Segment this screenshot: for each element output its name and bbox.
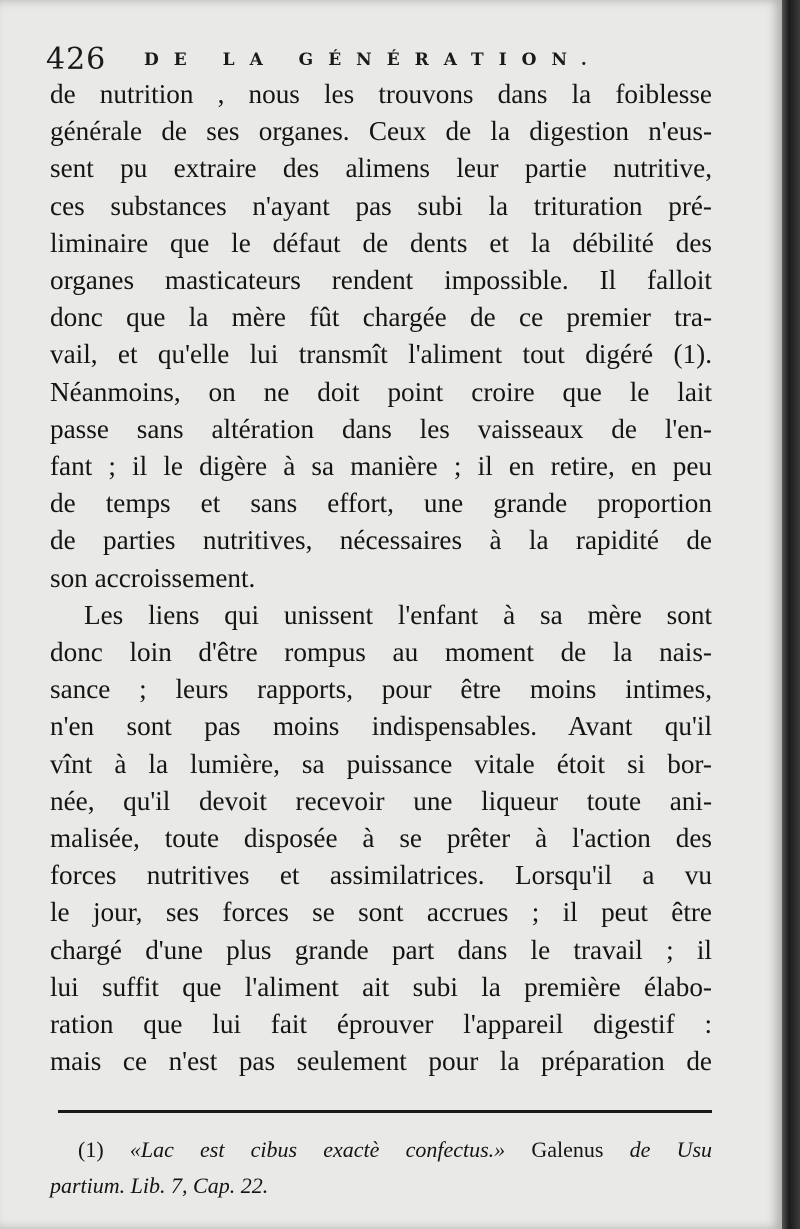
text-line: organes masticateurs rendent impossible. Il falloit [50,265,712,296]
paragraph-start-line: Les liens qui unissent l'enfant à sa mère sont [84,599,712,630]
footnote-author: Galenus [531,1137,604,1162]
text-line: chargé d'une plus grande part dans le travail ; il [50,934,712,965]
text-line: générale de ses organes. Ceux de la digestion n'eus- [50,116,712,147]
text-line: vail, et qu'elle lui transmît l'aliment tout digéré (1). [50,339,712,370]
footnote-marker: (1) [78,1137,104,1162]
text-line: forces nutritives et assimilatrices. Lorsqu'il a vu [50,860,712,891]
footnote-quote: «Lac est cibus exactè confectus.» [129,1137,506,1162]
footnote-work: de Usu [629,1137,713,1162]
page-number: 426 [46,42,107,77]
text-line: passe sans altération dans les vaisseaux de l'en- [50,413,712,444]
text-line: n'en sont pas moins indispensables. Avant qu'il [50,711,712,742]
text-line: sance ; leurs rapports, pour être moins intimes, [50,674,712,705]
text-line: le jour, ses forces se sont accrues ; il peut être [50,897,712,928]
text-line: ration que lui fait éprouver l'appareil digestif : [50,1009,712,1040]
text-line: de nutrition , nous les trouvons dans la foiblesse [50,79,712,109]
text-line: lui suffit que l'aliment ait subi la première élabo- [50,971,712,1002]
footnote-line [50,1132,712,1168]
text-line: donc que la mère fût chargée de ce premier tra- [50,302,712,333]
text-line: malisée, toute disposée à se prêter à l'action des [50,823,712,854]
text-line: vînt à la lumière, sa puissance vitale étoit si bor- [50,748,712,779]
footnote-rule [58,1110,712,1113]
text-line: ces substances n'ayant pas subi la trituration pré- [50,190,712,221]
text-line: Néanmoins, on ne doit point croire que le lait [50,376,712,407]
text-line: mais ce n'est pas seulement pour la préparation de [50,1046,712,1077]
running-title: DE LA GÉNÉRATION. [144,50,602,70]
footnote-line: partium. Lib. 7, Cap. 22. [50,1173,269,1198]
text-line: sent pu extraire des alimens leur partie nutritive, [50,153,712,184]
page-edge [782,0,800,1229]
text-line: son accroissement. [50,562,256,593]
text-line: née, qu'il devoit recevoir une liqueur toute ani- [50,785,712,816]
text-line: de parties nutritives, nécessaires à la rapidité de [50,525,712,556]
page-header [46,40,716,80]
text-line: de temps et sans effort, une grande proportion [50,488,712,519]
text-line: liminaire que le défaut de dents et la débilité des [50,227,712,258]
text-line: fant ; il le digère à sa manière ; il en retire, en peu [50,451,712,482]
body-text [50,76,712,1080]
footnote [50,1132,712,1204]
text-line: donc loin d'être rompus au moment de la nais- [50,637,712,668]
